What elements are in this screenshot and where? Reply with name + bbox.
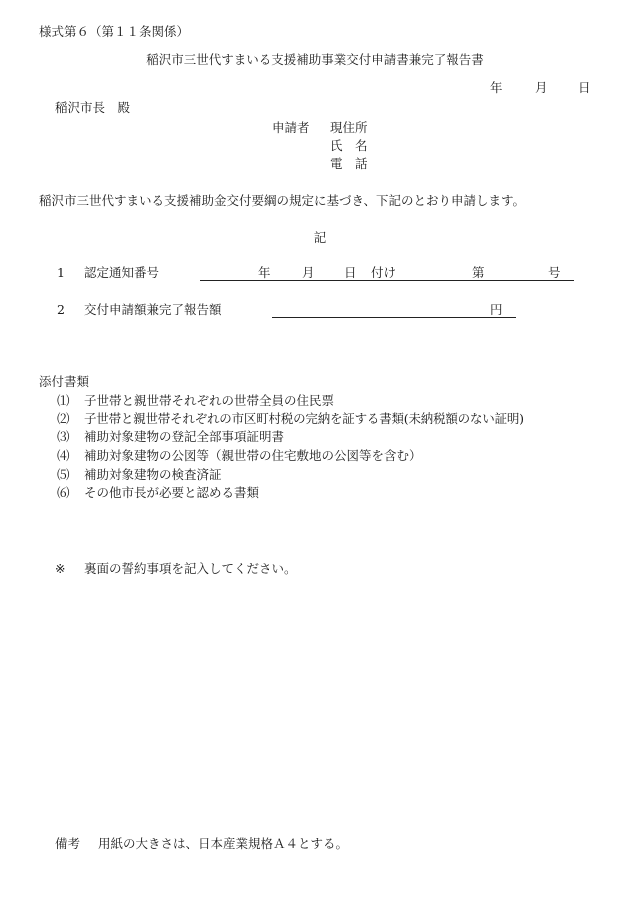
item2-label: 交付申請額兼完了報告額 (84, 302, 222, 317)
attachment-number: ⑵ (57, 411, 70, 426)
form-number: 様式第６（第１１条関係） (39, 24, 190, 39)
item1-year-label: 年 (258, 265, 271, 280)
attachment-text: 子世帯と親世帯それぞれの市区町村税の完納を証する書類(未納税額のない証明) (84, 411, 524, 426)
item1-month-label: 月 (302, 265, 315, 280)
form-title: 稲沢市三世代すまいる支援補助事業交付申請書兼完了報告書 (146, 52, 484, 67)
attachment-number: ⑷ (57, 448, 70, 463)
attachment-text: 補助対象建物の検査済証 (84, 467, 222, 482)
attachment-number: ⑴ (57, 393, 70, 408)
attachment-number: ⑹ (57, 485, 70, 500)
date-year-label: 年 (490, 80, 503, 95)
addressee: 稲沢市長 殿 (55, 100, 131, 115)
attachment-number: ⑸ (57, 467, 70, 482)
item1-dated-label: 付け (371, 265, 397, 280)
applicant-name-label: 氏 名 (330, 138, 368, 153)
note-text: 裏面の誓約事項を記入してください。 (84, 561, 297, 576)
attachment-text: 補助対象建物の公図等（親世帯の住宅敷地の公図等を含む） (84, 448, 422, 463)
item1-label: 認定通知番号 (84, 265, 160, 280)
attachment-number: ⑶ (57, 429, 70, 444)
item1-dai-label: 第 (472, 265, 485, 280)
item2-underline (272, 317, 516, 318)
date-month-label: 月 (535, 80, 548, 95)
note-mark: ※ (55, 561, 66, 576)
item1-day-label: 日 (344, 265, 357, 280)
date-day-label: 日 (578, 80, 591, 95)
item1-number: 1 (57, 265, 65, 280)
attachments-heading: 添付書類 (39, 374, 90, 389)
attachment-text: その他市長が必要と認める書類 (84, 485, 260, 500)
applicant-address-label: 現住所 (330, 120, 368, 135)
item2-number: 2 (57, 302, 65, 317)
attachment-text: 補助対象建物の登記全部事項証明書 (84, 429, 285, 444)
remarks-text: 用紙の大きさは、日本産業規格Ａ４とする。 (98, 836, 349, 851)
item1-go-label: 号 (548, 265, 561, 280)
ki-heading: 記 (313, 230, 327, 245)
applicant-label: 申請者 (272, 120, 310, 135)
item2-yen-label: 円 (490, 302, 503, 317)
application-statement: 稲沢市三世代すまいる支援補助金交付要綱の規定に基づき、下記のとおり申請します。 (39, 193, 526, 208)
attachment-text: 子世帯と親世帯それぞれの世帯全員の住民票 (84, 393, 335, 408)
remarks-label: 備考 (55, 836, 81, 851)
applicant-phone-label: 電 話 (330, 156, 368, 171)
